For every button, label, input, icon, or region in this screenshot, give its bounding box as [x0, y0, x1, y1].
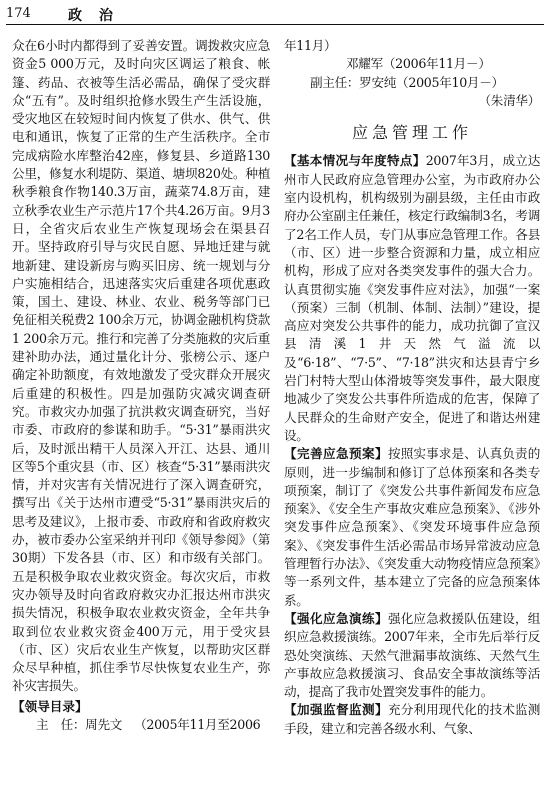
paragraph-body: 按照实事求是、认真负责的原则，进一步编制和修订了总体预案和各类专项预案，制订了《突发公共事件新闻发布应急预案》、《安全生产事故灾难应急预案》、《涉外突发事件应急预案》、《突发环境事件应急预案》、《突发事件生活必需品市场异常波动应急管理暂行办法》、《突发重大动物疫情应急预案》等一系列文件，基本建立了完备的应急预案体系。: [284, 446, 540, 608]
paragraph-body: 充分利用现代化的技术监测手段，建立和完善各级水利、气象、: [284, 702, 540, 736]
paragraph-emergency-drills: [284, 610, 540, 701]
deputy-leader-entry: 副主任：罗安纯（2005年10月－）: [310, 74, 504, 90]
section-name: 政 治: [68, 8, 119, 24]
page-header: [6, 6, 544, 26]
page-number: 174: [6, 6, 31, 21]
leader-list-heading: 【领导目录】: [12, 698, 88, 714]
paragraph-heading: 【加强监督监测】: [284, 702, 388, 718]
paragraph-heading: 【完善应急预案】: [284, 446, 388, 462]
leader-role-name: 主 任：周先文: [36, 716, 123, 732]
right-column: [284, 37, 540, 738]
paragraph-heading: 【强化应急演练】: [284, 610, 388, 626]
left-column: [12, 37, 270, 734]
paragraph-basic-situation: [284, 152, 540, 445]
leader-entry-2: 邓耀军（2006年11月－）: [346, 56, 491, 72]
left-body-paragraph: 众在6小时内都得到了妥善安置。调拨救灾应急资金5 000万元，及时向灾区调运了粮食、帐篷、药品、衣被等生活必需品，确保了受灾群众“五有”。及时组织抢修水毁生产生活设施，受灾地区在较短时间内恢复了供水、供气、供电和通讯，恢复了正常的生产生活秩序。全市完成病险水库整治42座，修复县、乡道路130公里，修复水利堤防、渠道、塘坝820处。种植秋季粮食作物140.3万亩，蔬菜74.8万亩，建立秋季农业生产示范片17个共4.26万亩。9月3日，全省灾后农业生产恢复现场会在渠县召开。坚持政府引导与灾民自愿、异地迁建与就地新建、建设新房与购买旧房、统一规划与分户实施相结合，迅速落实灾后重建各项优惠政策，国土、建设、林业、农业、税务等部门已免征相关税费2 100余万元，协调金融机构贷款1 200余万元。推行和完善了分类施救的灾后重建补助办法，通过量化计分、张榜公示、逐户确定补助额度，有效地激发了受灾群众开展灾后重建的积极性。四是加强防灾减灾调查研究。市救灾办加强了抗洪救灾调查研究，当好市委、市政府的参谋和助手。“5·31”暴雨洪灾后，及时派出精干人员深入开江、达县、通川区等5个重灾县（市、区）核查“5·31”暴雨洪灾情，并对灾害有关情况进行了深入调查研究，撰写出《关于达州市遭受“5·31”暴雨洪灾后的思考及建议》，上报市委、市政府和省政府救灾办，被市委办公室采纳并刊印《领导参阅》（第30期）下发各县（市、区）和市级有关部门。五是积极争取农业救灾资金。每次灾后，市救灾办领导及时向省政府救灾办汇报达州市洪灾损失情况，积极争取农业救灾资金，全年共争取到位农业救灾资金400万元，用于受灾县（市、区）灾后农业生产恢复，以帮助灾区群众尽早种植，抓住季节尽快恢复农业生产，弥补灾害损失。: [12, 38, 270, 694]
paragraph-body: 强化应急救援队伍建设，组织应急救援演练。2007年来，全市先后举行反恐处突演练、天然气泄漏事故演练、天然气生产事故应急救援演习、食品安全事故演练等活动，提高了我市处置突发事件的能力。: [284, 610, 540, 700]
leader-term-end: 年11月）: [284, 38, 337, 53]
leader-term: （2005年11月至2006: [134, 716, 261, 732]
leader-entry: [12, 716, 270, 734]
header-rule: [6, 24, 544, 25]
section-title: 应急管理工作: [351, 123, 472, 143]
paragraph-body: 2007年3月，成立达州市人民政府应急管理办公室，为市政府办公室内设机构，机构级别为副县级，主任由市政府办公室副主任兼任，核定行政编制3名，考调了2名工作人员，专门从事应急管理工作。各县（市、区）进一步整合资源和力量，成立相应机构，形成了应对各类突发事件的强大合力。认真贯彻实施《突发事件应对法》，加强“一案（预案）三制（机制、体制、法制）”建设，提高应对突发公共事件的能力，成功抗御了宣汉县清溪1井天然气溢流以及“6·18”、“7·5”、“7·18”洪灾和达县青宁乡岩门村特大型山体滑坡等突发事件，最大限度地减少了突发公共事件所造成的危害，保障了人民群众的生命财产安全，促进了和谐达州建设。: [284, 153, 541, 443]
paragraph-supervision-monitoring: [284, 701, 540, 738]
paragraph-emergency-plans: [284, 445, 540, 610]
paragraph-heading: 【基本情况与年度特点】: [284, 153, 426, 169]
author-credit: （朱清华）: [478, 92, 540, 108]
